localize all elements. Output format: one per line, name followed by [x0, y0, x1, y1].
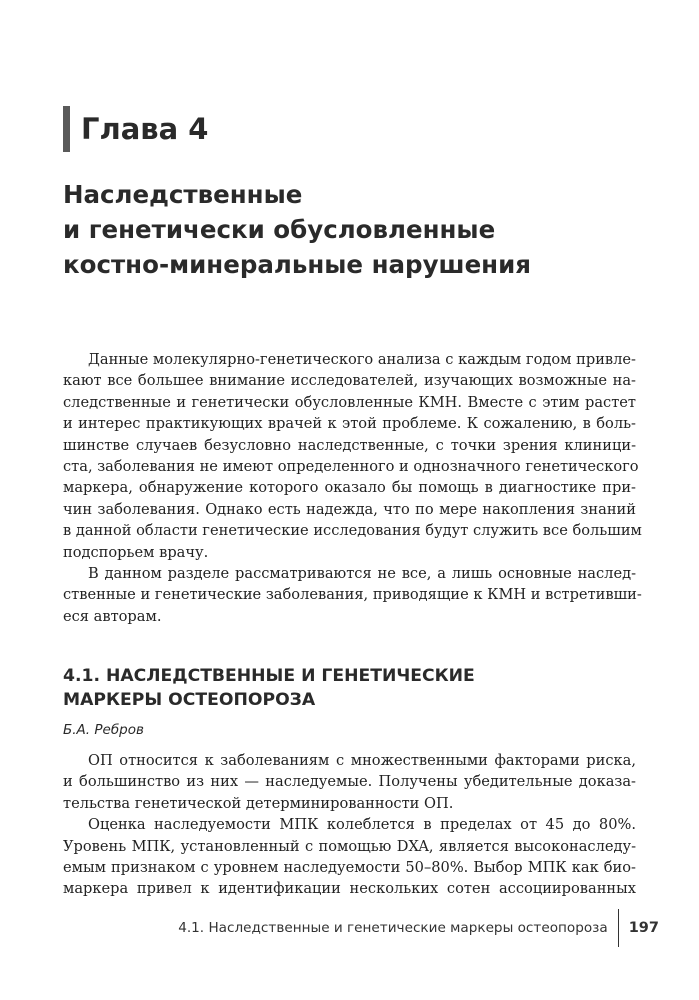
intro-paragraph	[63, 349, 642, 563]
section-title	[63, 664, 475, 712]
chapter-label-text: Глава 4	[81, 111, 209, 146]
text-line: Уровень МПК, установленный с помощью DXA, является высоконаследу-	[63, 837, 636, 855]
chapter-title-line: Наследственные	[63, 180, 303, 209]
section-author: Б.А. Ребров	[63, 722, 144, 738]
running-title: 4.1. Наследственные и генетические маркеры остеопороза	[178, 920, 608, 936]
chapter-label	[63, 106, 208, 152]
chapter-title-line: и генетически обусловленные	[63, 215, 496, 244]
text-line: и большинство из них — наследуемые. Получены убедительные доказа-	[63, 773, 636, 791]
text-line: и интерес практикующих врачей к этой проблеме. К сожалению, в боль-	[63, 415, 636, 433]
intro-paragraph	[63, 563, 642, 627]
text-line: в данной области генетические исследования будут служить все большим	[63, 522, 642, 540]
text-line: чин заболевания. Однако есть надежда, что по мере накопления знаний	[63, 500, 636, 518]
text-line: маркера привел к идентификации нескольких сотен ассоциированных	[63, 880, 636, 898]
page-footer	[178, 908, 659, 948]
section-paragraph	[63, 750, 636, 814]
intro-text	[63, 349, 642, 627]
section-title-line: 4.1. НАСЛЕДСТВЕННЫЕ И ГЕНЕТИЧЕСКИЕ	[63, 666, 475, 686]
text-line: шинстве случаев безусловно наследственные, с точки зрения клиници-	[63, 436, 636, 454]
text-line: емым признаком с уровнем наследуемости 50–80%. Выбор МПК как био-	[63, 858, 636, 876]
section-title-line: МАРКЕРЫ ОСТЕОПОРОЗА	[63, 690, 316, 710]
chapter-title-line: костно-минеральные нарушения	[63, 250, 532, 279]
section-text	[63, 750, 636, 900]
text-line: ственные и генетические заболевания, приводящие к КМН и встретивши-	[63, 586, 642, 604]
text-line: кают все большее внимание исследователей, изучающих возможные на-	[63, 372, 636, 390]
text-line: В данном разделе рассматриваются не все, а лишь основные наслед-	[88, 564, 636, 582]
text-line: ста, заболевания не имеют определенного и однозначного генетического	[63, 457, 639, 475]
text-line: подспорьем врачу.	[63, 543, 209, 561]
section-paragraph	[63, 814, 636, 900]
text-line: еся авторам.	[63, 607, 162, 625]
text-line: Оценка наследуемости МПК колеблется в пределах от 45 до 80%.	[88, 816, 636, 834]
text-line: ОП относится к заболеваниям с множественными факторами риска,	[88, 752, 636, 769]
chapter-title	[63, 177, 663, 282]
text-line: следственные и генетически обусловленные КМН. Вместе с этим растет	[63, 393, 636, 411]
text-line: Данные молекулярно-генетического анализа с каждым годом привле-	[88, 351, 636, 368]
page-number: 197	[628, 920, 659, 936]
text-line: тельства генетической детерминированности ОП.	[63, 794, 454, 812]
text-line: маркера, обнаружение которого оказало бы помощь в диагностике при-	[63, 479, 636, 497]
